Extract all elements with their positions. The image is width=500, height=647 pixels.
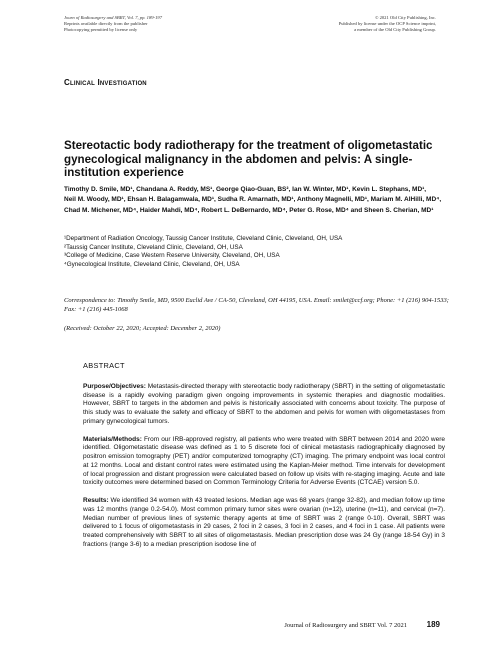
abstract-paragraph xyxy=(83,497,445,550)
abstract-section-text: Metastasis-directed therapy with stereotactic body radiotherapy (SBRT) in the setting of oligometastatic disease is a rapidly evolving paradigm given ongoing improvements in systemic therapies and diagnostic modalities. However, SBRT to targets in the abdomen and pelvis is historically associated with concerns about toxicity. The purpose of this study was to evaluate the safety and efficacy of SBRT to the abdomen and pelvis for women with oligometastases from primary gynecological tumors. xyxy=(83,382,445,425)
author: Anthony Magnelli, MD¹, xyxy=(296,196,369,204)
author: Chandana A. Reddy, MS¹, xyxy=(136,186,215,193)
author: Kevin L. Stephans, MD¹, xyxy=(352,186,427,193)
header-right-line: Published by license under the OCP Science imprint, xyxy=(338,21,436,26)
header-left-line: Photocopying permitted by license only xyxy=(64,27,138,32)
affiliation: ³College of Medicine, Case Western Reserve University, Cleveland, OH, USA xyxy=(64,252,280,259)
author: Neil M. Woody, MD¹, xyxy=(64,196,126,204)
abstract-paragraph xyxy=(83,383,445,427)
abstract-section-text: We identified 34 women with 43 treated lesions. Median age was 68 years (range 32-82), and median follow up time was 12 months (range 0.2-54.0). Most common primary tumor sites were ovarian (n=12), uterine (n=11), and cervical (n=7). Median number of previous lines of systemic therapy agents at time of SBRT was 2 (range 0-10). Overall, SBRT was delivered to 1 focus of oligometastasis in 29 cases, 2 foci in 2 cases, 3 foci in 2 cases, and 4 foci in 1 case. All patients were treated comprehensively with SBRT to all sites of oligometastasis. Median prescription dose was 24 Gy (range 18-54 Gy) in 3 fractions (range 3-6) to a median prescription isodose line of xyxy=(83,497,445,548)
abstract-heading: ABSTRACT xyxy=(83,361,125,370)
abstract-section-label: Purpose/Objectives: xyxy=(83,382,146,390)
section-label: Clinical Investigation xyxy=(64,78,147,87)
author-list xyxy=(64,185,444,216)
received-accepted-dates: (Received: October 22, 2020; Accepted: December 2, 2020) xyxy=(64,325,221,332)
header-right-line: a member of the Old City Publishing Group. xyxy=(354,27,436,32)
affiliation: ¹Department of Radiation Oncology, Taussig Cancer Institute, Cleveland Clinic, Cleveland, OH, USA xyxy=(64,235,343,242)
abstract xyxy=(83,362,445,559)
author: Peter G. Rose, MD⁴ and xyxy=(289,206,363,214)
affiliation: ²Taussig Cancer Institute, Cleveland Clinic, Cleveland, OH, USA xyxy=(64,243,243,251)
publisher-header-right xyxy=(236,15,436,33)
article-title: Stereotactic body radiotherapy for the treatment of oligometastatic gynecological malignancy in the abdomen and pelvis: A single-institution experience xyxy=(64,139,433,180)
author: Chad M. Michener, MD⁴, xyxy=(64,206,139,214)
author: Ian W. Winter, MD¹, xyxy=(292,186,351,193)
page-footer xyxy=(284,620,440,629)
header-right-line: © 2021 Old City Publishing, Inc. xyxy=(374,15,436,20)
author: Mariam M. AlHilli, MD⁴, xyxy=(370,196,442,204)
header-left-line: Journ of Radiosurgery and SBRT, Vol. 7, pp. 189-197 xyxy=(64,15,162,20)
author: Timothy D. Smile, MD¹, xyxy=(64,186,135,193)
footer-journal: Journal of Radiosurgery and SBRT Vol. 7 2021 xyxy=(284,622,408,629)
author: Robert L. DeBernardo, MD⁴, xyxy=(201,206,288,214)
author: Sudha R. Amarnath, MD¹, xyxy=(217,196,296,204)
page-number: 189 xyxy=(426,620,440,629)
abstract-section-text: From our IRB-approved registry, all patients who were treated with SBRT between 2014 and 2020 were identified. Oligometastatic disease was defined as 1 to 5 discrete foci of clinical metastasis radiographically diagnosed by positron emission tomography (PET) and/or computerized tomography (CT) imaging. The primary endpoint was local control at 12 months. Local and distant control rates were estimated using the Kaplan-Meier method. Time intervals for development of local progression and distant progression were calculated based on follow up visits with re-staging imaging. Acute and late toxicity outcomes were determined based on Common Terminology Criteria for Adverse Events (CTCAE) version 5.0. xyxy=(83,435,445,487)
abstract-section-label: Results: xyxy=(83,497,109,504)
author: Sheen S. Cherian, MD¹ xyxy=(364,206,434,214)
author: Ehsan H. Balagamwala, MD¹, xyxy=(127,196,216,204)
affiliation-list xyxy=(64,235,444,269)
abstract-section-label: Materials/Methods: xyxy=(83,435,142,443)
header-left-line: Reprints available directly from the publisher xyxy=(64,21,148,26)
author: Haider Mahdi, MD⁴, xyxy=(139,206,200,214)
affiliation: ⁴Gynecological Institute, Cleveland Clinic, Cleveland, OH, USA xyxy=(64,260,240,268)
correspondence: Correspondence to: Timothy Smile, MD, 9500 Euclid Ave / CA-50, Cleveland, OH 44195, USA. Email: smilet@ccf.org; Phone: +1 (216) 904-1533; Fax: +1 (216) 445-1068 xyxy=(64,297,449,314)
author: George Qiao-Guan, BS², xyxy=(215,186,291,193)
abstract-paragraph xyxy=(83,436,445,489)
